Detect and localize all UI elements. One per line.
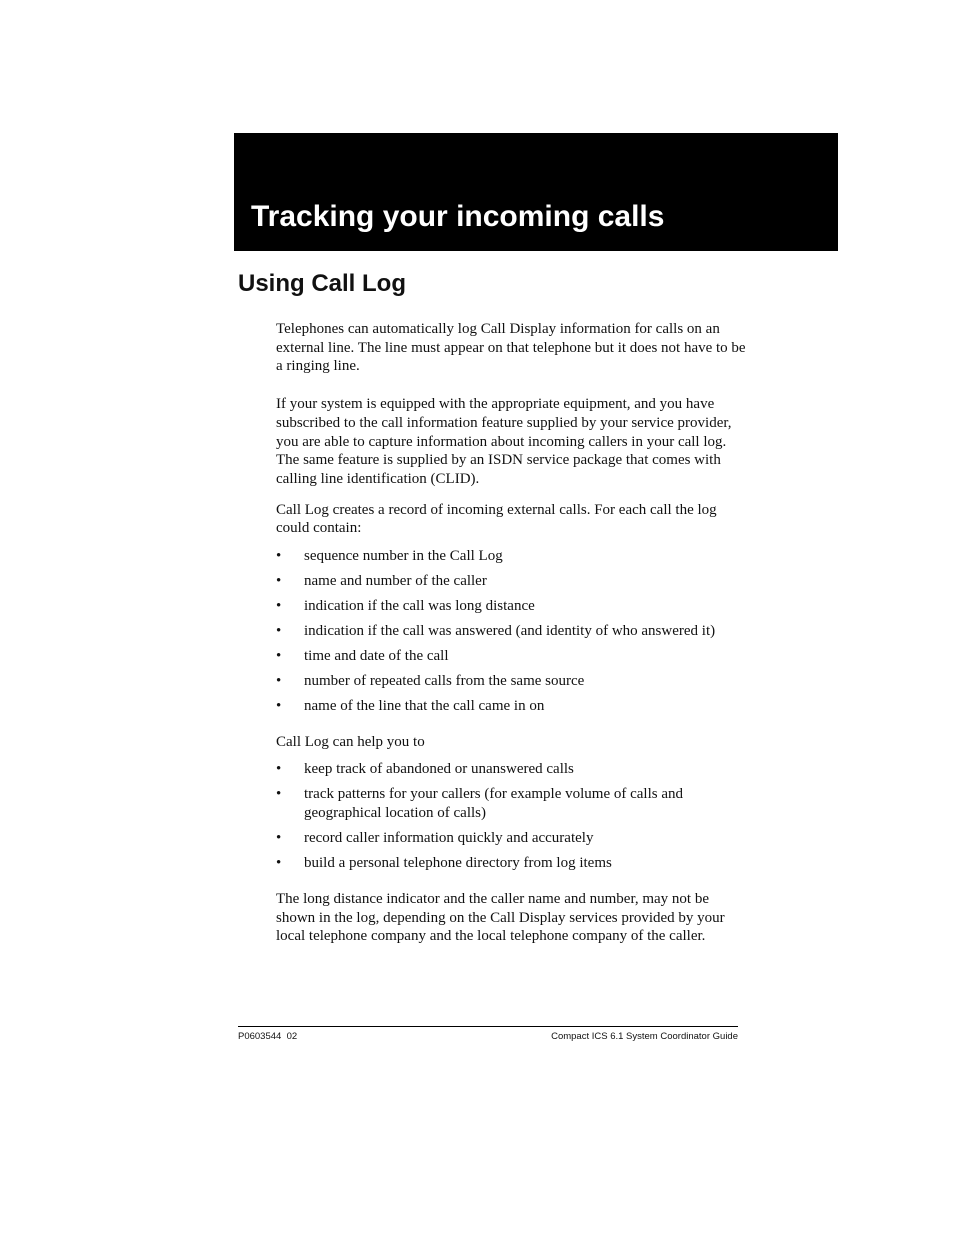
list-item [276,760,746,779]
list-item-text: keep track of abandoned or unanswered calls [304,761,574,778]
bullet-icon: • [276,623,282,640]
list-item [276,572,746,591]
chapter-title: Tracking your incoming calls [251,200,665,233]
list-item-text: record caller information quickly and accurately [304,830,594,847]
list-item [276,547,746,566]
bullet-icon: • [276,830,282,847]
list-item-text: indication if the call was long distance [304,598,535,615]
uses-intro-paragraph: Call Log can help you to [276,733,425,750]
list-item-text: sequence number in the Call Log [304,548,503,565]
list-item [276,785,746,822]
list-item [276,829,746,848]
list-item [276,622,746,641]
body-text [276,320,746,946]
list-item [276,672,746,691]
footer-doc-number: P0603544 02 [238,1031,298,1042]
list-item [276,854,746,873]
intro-paragraph: Telephones can automatically log Call Display information for calls on an external line. The line must appear on that telephone but it does not have to be a ringing line. [276,321,746,375]
list-item-text: number of repeated calls from the same source [304,673,585,690]
log-record-paragraph: Call Log creates a record of incoming external calls. For each call the log could contain: [276,501,717,537]
bullet-icon: • [276,573,282,590]
footer-guide-title: Compact ICS 6.1 System Coordinator Guide [551,1031,738,1042]
bullet-icon: • [276,548,282,565]
bullet-icon: • [276,673,282,690]
disclaimer-paragraph: The long distance indicator and the caller name and number, may not be shown in the log, depending on the Call Display services provided by your local telephone company and the local telephone company of the caller. [276,890,725,945]
log-contents-list [276,547,746,716]
bullet-icon: • [276,698,282,715]
footer-divider [238,1026,738,1027]
list-item-text: name of the line that the call came in on [304,698,545,715]
bullet-icon: • [276,598,282,615]
list-item-text: build a personal telephone directory from log items [304,855,612,872]
section-heading: Using Call Log [238,270,406,297]
list-item-text: indication if the call was answered (and identity of who answered it) [304,623,716,640]
bullet-icon: • [276,761,282,778]
list-item-text: track patterns for your callers (for example volume of calls and geographical location of calls) [304,786,684,822]
list-item-text: time and date of the call [304,648,449,665]
chapter-banner [234,133,838,251]
bullet-icon: • [276,855,282,872]
uses-list [276,760,746,872]
bullet-icon: • [276,786,282,803]
list-item-text: name and number of the caller [304,573,487,590]
list-item [276,647,746,666]
list-item [276,597,746,616]
bullet-icon: • [276,648,282,665]
list-item [276,697,746,716]
equipment-paragraph: If your system is equipped with the appropriate equipment, and you have subscribed to the call information feature supplied by your service provider, you are able to capture information about incoming callers in your call log. The same feature is supplied by an ISDN service package that comes with calling line identification (CLID). [276,396,732,487]
